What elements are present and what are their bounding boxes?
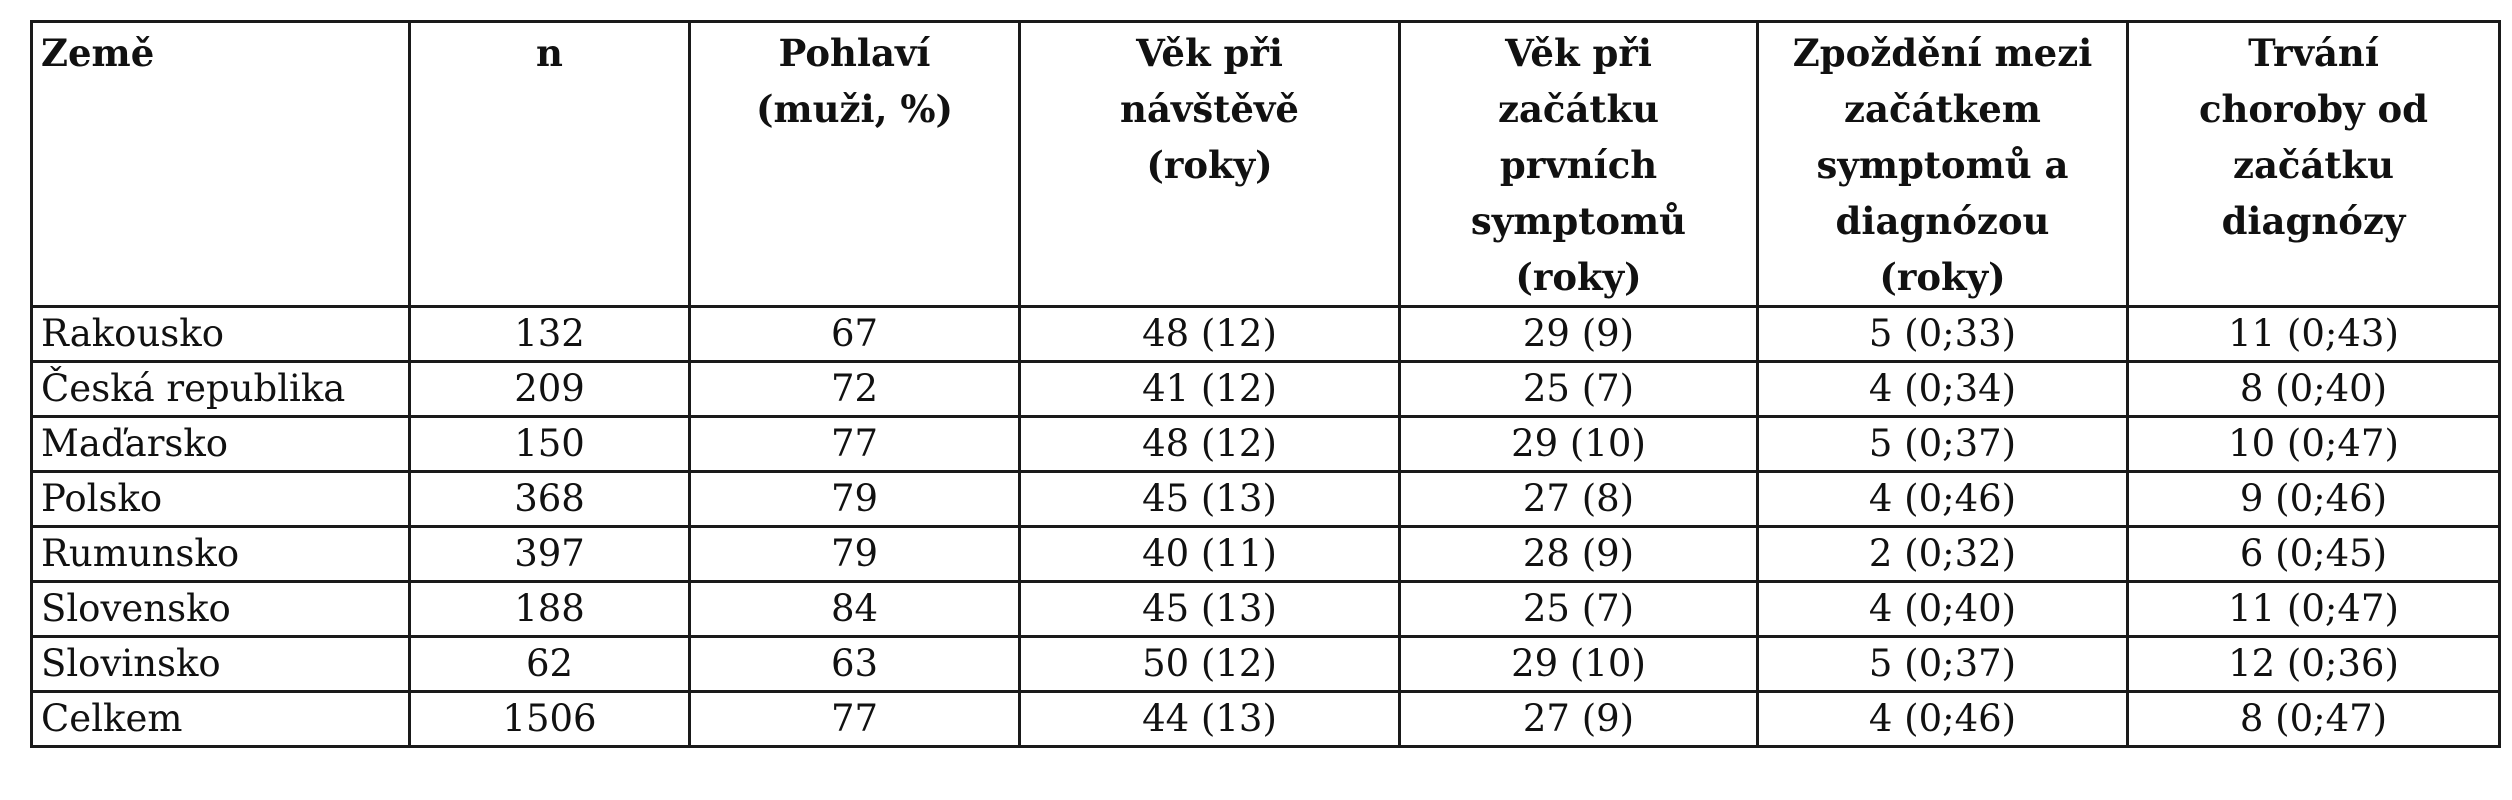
value-cell: 45 (13): [1020, 472, 1400, 527]
table-header: [32, 22, 2500, 307]
value-cell: 29 (10): [1400, 417, 1758, 472]
value-cell: 50 (12): [1020, 637, 1400, 692]
value-cell: 12 (0;36): [2128, 637, 2500, 692]
column-header: [1758, 22, 2128, 307]
column-header-line: Věk při: [1136, 31, 1283, 75]
value-cell: 368: [410, 472, 690, 527]
column-header-line: choroby od: [2198, 87, 2429, 131]
column-header-line: Trvání: [2248, 31, 2379, 75]
value-cell: 11 (0;43): [2128, 307, 2500, 362]
column-header-line: symptomů a: [1816, 143, 2069, 187]
value-cell: 4 (0;40): [1758, 582, 2128, 637]
value-cell: 2 (0;32): [1758, 527, 2128, 582]
column-header: [2128, 22, 2500, 307]
column-header-line: začátku: [2232, 143, 2395, 187]
country-cell: Maďarsko: [32, 417, 410, 472]
value-cell: 8 (0;47): [2128, 692, 2500, 747]
value-cell: 25 (7): [1400, 582, 1758, 637]
value-cell: 132: [410, 307, 690, 362]
value-cell: 4 (0;46): [1758, 692, 2128, 747]
value-cell: 63: [690, 637, 1020, 692]
column-header-line: Země: [41, 31, 155, 75]
column-header-line: (roky): [1879, 255, 2006, 299]
table-row: [32, 582, 2500, 637]
value-cell: 209: [410, 362, 690, 417]
table-row: [32, 527, 2500, 582]
table-row: [32, 637, 2500, 692]
column-header: [1020, 22, 1400, 307]
country-cell: Slovensko: [32, 582, 410, 637]
value-cell: 29 (10): [1400, 637, 1758, 692]
value-cell: 5 (0;37): [1758, 417, 2128, 472]
value-cell: 188: [410, 582, 690, 637]
value-cell: 5 (0;37): [1758, 637, 2128, 692]
value-cell: 72: [690, 362, 1020, 417]
table-row: [32, 307, 2500, 362]
value-cell: 4 (0;34): [1758, 362, 2128, 417]
value-cell: 45 (13): [1020, 582, 1400, 637]
table-body: [32, 307, 2500, 747]
table-row: [32, 362, 2500, 417]
value-cell: 67: [690, 307, 1020, 362]
column-header-line: (roky): [1146, 143, 1273, 187]
column-header: [690, 22, 1020, 307]
value-cell: 62: [410, 637, 690, 692]
value-cell: 77: [690, 692, 1020, 747]
value-cell: 8 (0;40): [2128, 362, 2500, 417]
column-header-line: symptomů: [1470, 199, 1687, 243]
table-row: [32, 417, 2500, 472]
country-cell: Celkem: [32, 692, 410, 747]
value-cell: 44 (13): [1020, 692, 1400, 747]
country-cell: Rumunsko: [32, 527, 410, 582]
value-cell: 6 (0;45): [2128, 527, 2500, 582]
value-cell: 27 (9): [1400, 692, 1758, 747]
value-cell: 79: [690, 472, 1020, 527]
column-header-line: Zpoždění mezi: [1792, 31, 2093, 75]
country-cell: Polsko: [32, 472, 410, 527]
value-cell: 29 (9): [1400, 307, 1758, 362]
table-row: [32, 692, 2500, 747]
value-cell: 48 (12): [1020, 307, 1400, 362]
value-cell: 150: [410, 417, 690, 472]
column-header: [1400, 22, 1758, 307]
value-cell: 11 (0;47): [2128, 582, 2500, 637]
column-header-line: návštěvě: [1120, 87, 1299, 131]
header-row: [32, 22, 2500, 307]
column-header-line: prvních: [1499, 143, 1658, 187]
country-cell: Česká republika: [32, 362, 410, 417]
value-cell: 28 (9): [1400, 527, 1758, 582]
value-cell: 77: [690, 417, 1020, 472]
value-cell: 41 (12): [1020, 362, 1400, 417]
column-header-line: začátkem: [1844, 87, 2041, 131]
country-cell: Slovinsko: [32, 637, 410, 692]
column-header-line: (roky): [1515, 255, 1642, 299]
column-header-line: Pohlaví: [778, 31, 931, 75]
value-cell: 397: [410, 527, 690, 582]
value-cell: 25 (7): [1400, 362, 1758, 417]
country-cell: Rakousko: [32, 307, 410, 362]
value-cell: 84: [690, 582, 1020, 637]
column-header: [32, 22, 410, 307]
table-row: [32, 472, 2500, 527]
value-cell: 5 (0;33): [1758, 307, 2128, 362]
value-cell: 40 (11): [1020, 527, 1400, 582]
value-cell: 27 (8): [1400, 472, 1758, 527]
value-cell: 4 (0;46): [1758, 472, 2128, 527]
column-header-line: diagnózy: [2221, 199, 2406, 243]
column-header: [410, 22, 690, 307]
column-header-line: Věk při: [1505, 31, 1652, 75]
value-cell: 1506: [410, 692, 690, 747]
column-header-line: diagnózou: [1835, 199, 2050, 243]
value-cell: 10 (0;47): [2128, 417, 2500, 472]
column-header-line: začátku: [1497, 87, 1660, 131]
column-header-line: n: [536, 31, 563, 75]
data-table: [30, 20, 2501, 748]
column-header-line: (muži, %): [755, 87, 954, 131]
value-cell: 48 (12): [1020, 417, 1400, 472]
value-cell: 9 (0;46): [2128, 472, 2500, 527]
value-cell: 79: [690, 527, 1020, 582]
